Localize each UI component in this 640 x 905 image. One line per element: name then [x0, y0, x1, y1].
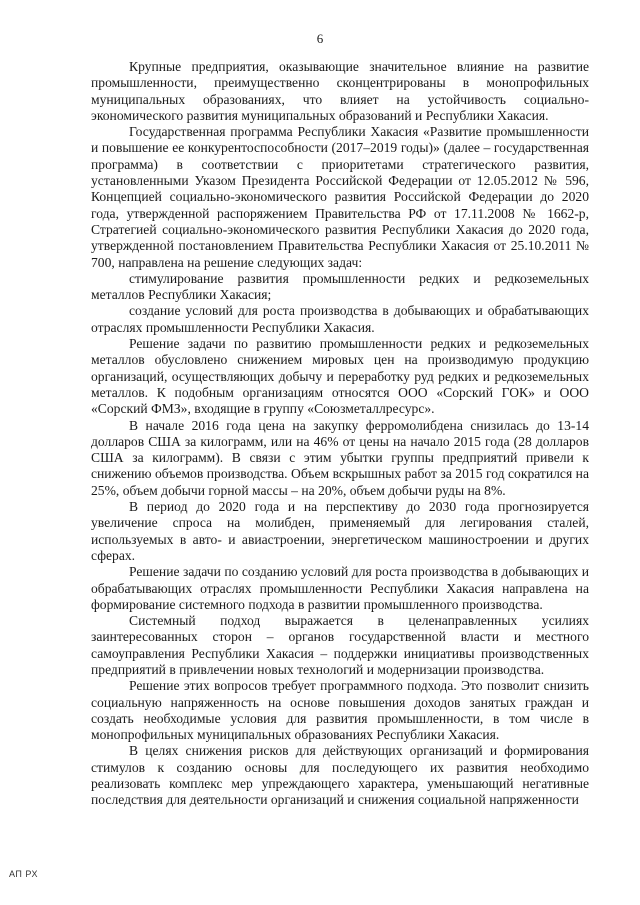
- paragraph: Государственная программа Республики Хакасия «Развитие промышленности и повышение ее конкурентоспособности (2017–2019 годы)» (далее – государственная программа) в соответствии с приоритетами стратегического развития, установленными Указом Президента Российской Федерации от 12.05.2012 № 596, Концепцией социально-экономического развития Российской Федерации до 2020 года, утвержденной распоряжением Правительства РФ от 17.11.2008 № 1662-р, Стратегией социально-экономического развития Республики Хакасия до 2020 года, утвержденной постановлением Правительства Республики Хакасия от 25.10.2011 № 700, направлена на решение следующих задач:: [91, 124, 589, 270]
- paragraph: Решение этих вопросов требует программного подхода. Это позволит снизить социальную напряженность на основе повышения доходов занятых граждан и создать необходимые условия для развития промышленности, в том числе в монопрофильных муниципальных образованиях Республики Хакасия.: [91, 678, 589, 743]
- paragraph: Системный подход выражается в целенаправленных усилиях заинтересованных сторон – органов государственной власти и местного самоуправления Республики Хакасия – поддержки инициативы производственных предприятий в привлечении новых технологий и модернизации производства.: [91, 613, 589, 677]
- paragraph: Решение задачи по развитию промышленности редких и редкоземельных металлов обусловлено снижением мировых цен на производимую продукцию организаций, осуществляющих добычу и переработку руд редких и редкоземельных металлов. К подобным организациям относятся ООО «Сорский ГОК» и ООО «Сорский ФМЗ», входящие в группу «Союзметаллресурс».: [91, 336, 589, 417]
- paragraph: создание условий для роста производства в добывающих и обрабатывающих отраслях промышленности Республики Хакасия.: [91, 303, 589, 335]
- paragraph: Решение задачи по созданию условий для роста производства в добывающих и обрабатывающих отраслях промышленности Республики Хакасия направлена на формирование системного подхода в развитии промышленного производства.: [91, 564, 589, 612]
- paragraph: стимулирование развития промышленности редких и редкоземельных металлов Республики Хакасия;: [91, 270, 589, 303]
- paragraph: Крупные предприятия, оказывающие значительное влияние на развитие промышленности, преимущественно сконцентрированы в монопрофильных муниципальных образованиях, что влияет на устойчивость социально-экономического развития муниципальных образований и Республики Хакасия.: [91, 59, 589, 123]
- paragraph: В целях снижения рисков для действующих организаций и формирования стимулов к созданию основы для последующего их развития необходимо реализовать комплекс мер упреждающего характера, уменьшающий негативные последствия для деятельности организаций и снижения социальной напряженности: [91, 743, 589, 808]
- page-number: 6: [316, 31, 324, 46]
- paragraph: В начале 2016 года цена на закупку ферромолибдена снизилась до 13-14 долларов США за килограмм, или на 46% от цены на начало 2015 года (28 долларов США за килограмм). В связи с этим убытки группы предприятий привели к снижению объемов производства. Объем вскрышных работ за 2015 год сократился на 25%, объем добычи горной массы – на 20%, объем добычи руды на 8%.: [91, 417, 589, 498]
- document-body: [91, 59, 589, 809]
- paragraph: В период до 2020 года и на перспективу до 2030 года прогнозируется увеличение спроса на молибден, применяемый для легирования сталей, используемых в авто- и авиастроении, энергетическом машиностроении и других сферах.: [91, 499, 589, 563]
- footer-mark: АП РХ: [9, 869, 38, 879]
